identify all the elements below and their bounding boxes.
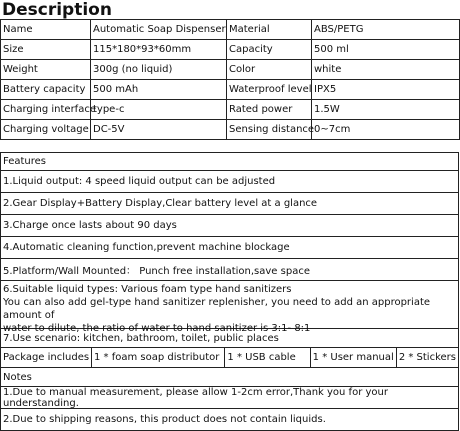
feature-item: 3.Charge once lasts about 90 days: [0, 215, 459, 237]
spec-label: Rated power: [227, 100, 312, 120]
feature-item: 1.Liquid output: 4 speed liquid output can be adjusted: [0, 171, 459, 193]
spec-value: DC-5V: [91, 120, 227, 140]
spec-value: type-c: [91, 100, 227, 120]
spec-value: ABS/PETG: [312, 20, 460, 40]
spec-value: 115*180*93*60mm: [91, 40, 227, 60]
feature-line: You can also add gel-type hand sanitizer replenisher, you need to add an appropriate amount of: [3, 297, 431, 321]
package-item: 1 * foam soap distributor: [92, 348, 225, 367]
package-item: 2 * Stickers: [398, 352, 456, 363]
description-list: [0, 152, 459, 431]
feature-item: 5.Platform/Wall Mounted： Punch free installation,save space: [0, 259, 459, 281]
note-item: 1.Due to manual measurement, please allow 1-2cm error,Thank you for your understanding.: [0, 387, 459, 409]
feature-item: 2.Gear Display+Battery Display,Clear battery level at a glance: [0, 193, 459, 215]
spec-row: [1, 20, 460, 40]
spec-row: [1, 80, 460, 100]
spec-value: 1.5W: [312, 100, 460, 120]
notes-header: Notes: [0, 368, 459, 387]
feature-line: 6.Suitable liquid types: Various foam type hand sanitizers: [3, 284, 292, 295]
package-item: 1 * USB cable: [225, 348, 310, 367]
note-item: 2.Due to shipping reasons, this product does not contain liquids.: [0, 409, 459, 431]
spec-label: Name: [1, 20, 91, 40]
spec-value: 500 ml: [312, 40, 460, 60]
feature-line: water to dilute, the ratio of water to hand sanitizer is 3:1- 8:1: [3, 323, 311, 334]
feature-item: 7.Use scenario: kitchen, bathroom, toilet, public places: [0, 329, 459, 348]
spec-value: IPX5: [312, 80, 460, 100]
feature-item: 4.Automatic cleaning function,prevent machine blockage: [0, 237, 459, 259]
spec-row: [1, 60, 460, 80]
package-row: [0, 348, 459, 368]
spec-label: Charging interface: [1, 100, 91, 120]
spec-row: [1, 40, 460, 60]
spec-label: Material: [227, 20, 312, 40]
spec-label: Size: [1, 40, 91, 60]
package-item: 1 * User manual: [311, 348, 397, 367]
spec-label: Waterproof level: [227, 80, 312, 100]
spec-value: 0~7cm: [312, 120, 460, 140]
features-header: Features: [0, 152, 459, 171]
spec-value: white: [312, 60, 460, 80]
spec-value: 300g (no liquid): [91, 60, 227, 80]
package-label: Package includes: [1, 348, 92, 367]
feature-item: [0, 281, 459, 334]
spec-label: Charging voltage: [1, 120, 91, 140]
spec-row: [1, 100, 460, 120]
spec-row: [1, 120, 460, 140]
spec-label: Weight: [1, 60, 91, 80]
spec-label: Battery capacity: [1, 80, 91, 100]
spec-table: [0, 19, 460, 140]
spec-label: Color: [227, 60, 312, 80]
page-title: Description: [2, 0, 112, 20]
spec-label: Sensing distance: [227, 120, 312, 140]
spec-label: Capacity: [227, 40, 312, 60]
spec-value: Automatic Soap Dispenser: [91, 20, 227, 40]
spec-value: 500 mAh: [91, 80, 227, 100]
